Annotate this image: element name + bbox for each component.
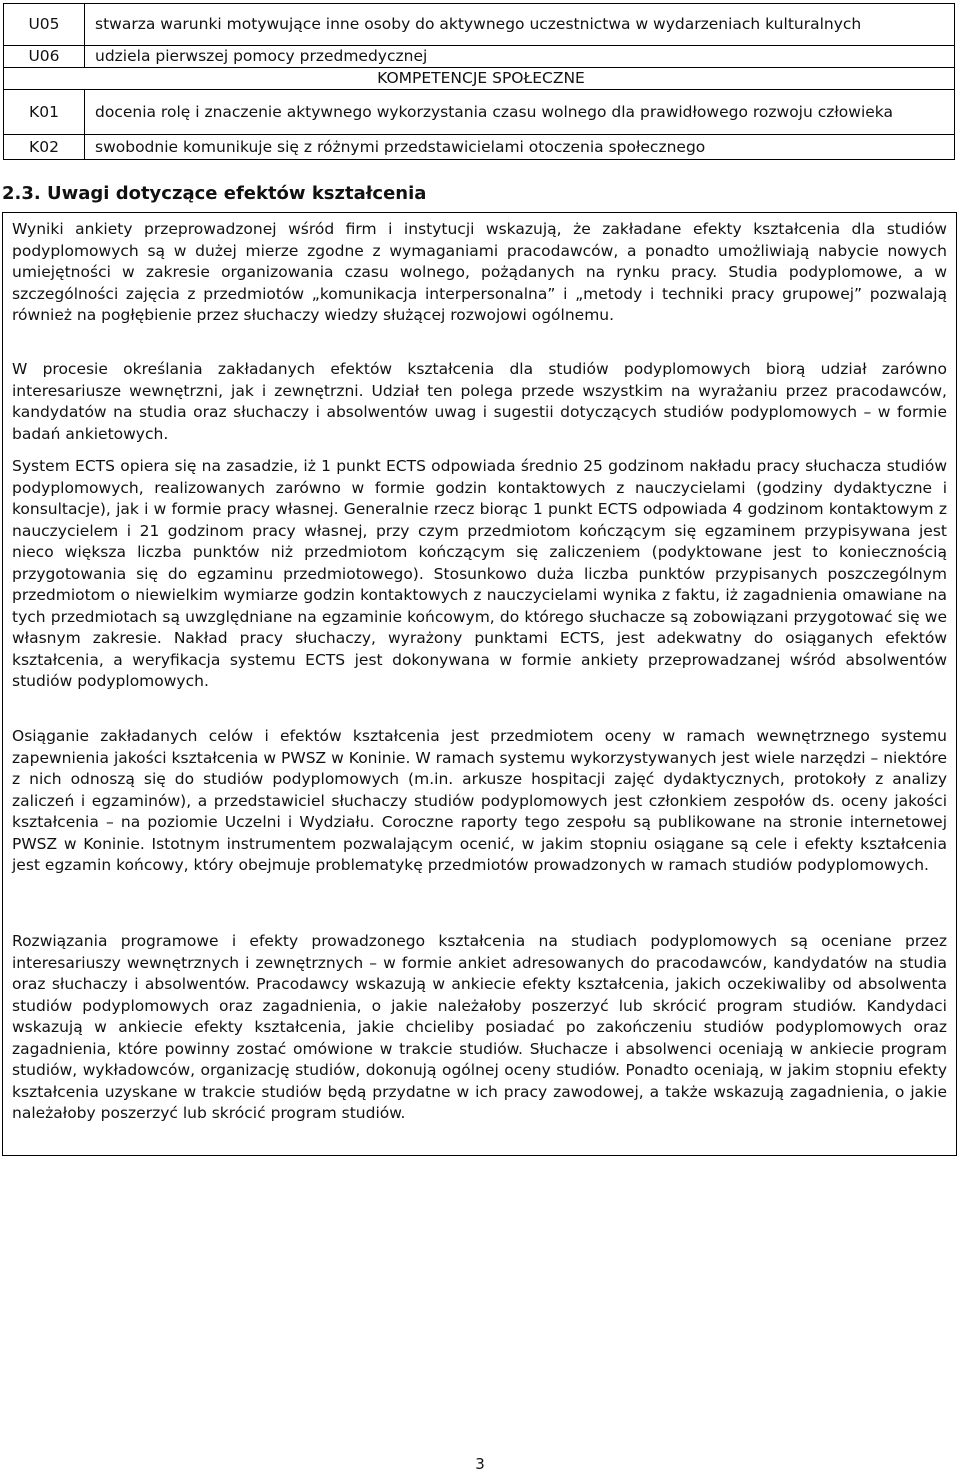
outcome-description: swobodnie komunikuje się z różnymi przedstawicielami otoczenia społecznego [85, 135, 955, 160]
outcome-description: stwarza warunki motywujące inne osoby do aktywnego uczestnictwa w wydarzeniach kulturalnych [85, 4, 955, 46]
paragraph-program-evaluation: Rozwiązania programowe i efekty prowadzonego kształcenia na studiach podyplomowych są oceniane przez interesariuszy wewnętrznych i zewnętrznych – w formie ankiet adresowanych do pracodawców, kandydatów na studia oraz słuchaczy i absolwentów. Pracodawcy wskazują w ankiecie efekty kształcenia, jakich oczekiwaliby od absolwenta studiów podyplomowych oraz zagadnienia, o jakie należałoby poszerzyć lub skrócić program studiów. Kandydaci wskazują w ankiecie efekty kształcenia, jakie chcieliby posiadać po zakończeniu studiów podyplomowych oraz zagadnienia, które powinny zostać omówione w trakcie studiów. Słuchacze i absolwenci oceniają w ankiecie program studiów, wykładowców, organizację studiów, dokonują ogólnej oceny studiów. Ponadto oceniają, w jakim stopniu efekty kształcenia uzyskane w trakcie studiów będą przydatne w ich pracy zawodowej, a także wskazują zagadnienia, o jakie należałoby poszerzyć lub skrócić program studiów. [12, 932, 947, 1122]
page-number: 3 [475, 1455, 485, 1473]
paragraph-stakeholders: W procesie określania zakładanych efektów kształcenia dla studiów podyplomowych biorą udział zarówno interesariusze wewnętrzni, jak i zewnętrzni. Udział ten polega przede wszystkim na wyrażaniu przez pracodawców, kandydatów na studia oraz słuchaczy i absolwentów uwag i sugestii dotyczących studiów podyplomowych – w formie badań ankietowych. [12, 360, 947, 443]
table-row [4, 135, 955, 160]
section-heading: 2.3. Uwagi dotyczące efektów kształcenia [2, 183, 427, 204]
table-row [4, 46, 955, 68]
paragraph-survey-results: Wyniki ankiety przeprowadzonej wśród firm i instytucji wskazują, że zakładane efekty kształcenia dla studiów podyplomowych są w dużej mierze zgodne z wymaganiami pracodawców, a ponadto umożliwiają nabycie nowych umiejętności w zakresie organizowania czasu wolnego, pożądanych na rynku pracy. Studia podyplomowe, a w szczególności zajęcia z przedmiotów „komunikacja interpersonalna” i „metody i techniki pracy grupowej” pozwalają również na pogłębienie przez słuchaczy wiedzy służącej rozwojowi ogólnemu. [12, 220, 947, 324]
paragraph-quality-assurance: Osiąganie zakładanych celów i efektów kształcenia jest przedmiotem oceny w ramach wewnętrznego systemu zapewnienia jakości kształcenia w PWSZ w Koninie. W ramach systemu wykorzystywanych jest wiele narzędzi – niektóre z nich odnoszą się do studiów podyplomowych (m.in. arkusze hospitacji zajęć dydaktycznych, protokoły z analizy zaliczeń i egzaminów), a przedstawiciel słuchaczy studiów podyplomowych jest członkiem zespołów ds. oceny jakości kształcenia – na poziomie Uczelni i Wydziału. Coroczne raporty tego zespołu są publikowane na stronie internetowej PWSZ w Koninie. Istotnym instrumentem pozwalającym ocenić, w jakim stopniu osiągane są cele i efekty kształcenia jest egzamin końcowy, który obejmuje problematykę przedmiotów prowadzonych w ramach studiów podyplomowych. [12, 727, 947, 874]
table-row [4, 4, 955, 46]
paragraph-ects-system: System ECTS opiera się na zasadzie, iż 1 punkt ECTS odpowiada średnio 25 godzinom nakładu pracy słuchacza studiów podyplomowych, realizowanych zarówno w formie godzin kontaktowych z nauczycielami (godziny dydaktyczne i konsultacje), jak i w formie pracy własnej. Generalnie rzecz biorąc 1 punkt ECTS odpowiada 4 godzinom kontaktowym z nauczycielem i 21 godzinom pracy własnej, przy czym przedmiotom kończącym się egzaminem przypisywana jest nieco większa liczba punktów niż przedmiotom kończącym się zaliczeniem (podyktowane jest to koniecznością przygotowania się do egzaminu przedmiotowego). Stosunkowo duża liczba punktów przypisanych poszczególnym przedmiotom o niewielkim wymiarze godzin kontaktowych z nauczycielami wynika z faktu, iż zagadnienia omawiane na tych przedmiotach są uwzględniane na egzaminie końcowym, do którego słuchacze są zobowiązani przygotować się we własnym zakresie. Nakład pracy słuchaczy, wyrażony punktami ECTS, jest adekwatny do osiąganych efektów kształcenia, a weryfikacja systemu ECTS jest dokonywana w formie ankiety przeprowadzanej wśród absolwentów studiów podyplomowych. [12, 457, 947, 690]
outcome-description: docenia rolę i znaczenie aktywnego wykorzystania czasu wolnego dla prawidłowego rozwoju człowieka [85, 90, 955, 135]
outcome-code: U06 [4, 46, 85, 68]
outcome-code: K01 [4, 90, 85, 135]
outcome-code: K02 [4, 135, 85, 160]
outcome-code: U05 [4, 4, 85, 46]
learning-outcomes-table [3, 3, 955, 160]
table-section-row [4, 68, 955, 90]
table-row [4, 90, 955, 135]
outcome-description: udziela pierwszej pomocy przedmedycznej [85, 46, 955, 68]
section-label: KOMPETENCJE SPOŁECZNE [4, 68, 955, 90]
